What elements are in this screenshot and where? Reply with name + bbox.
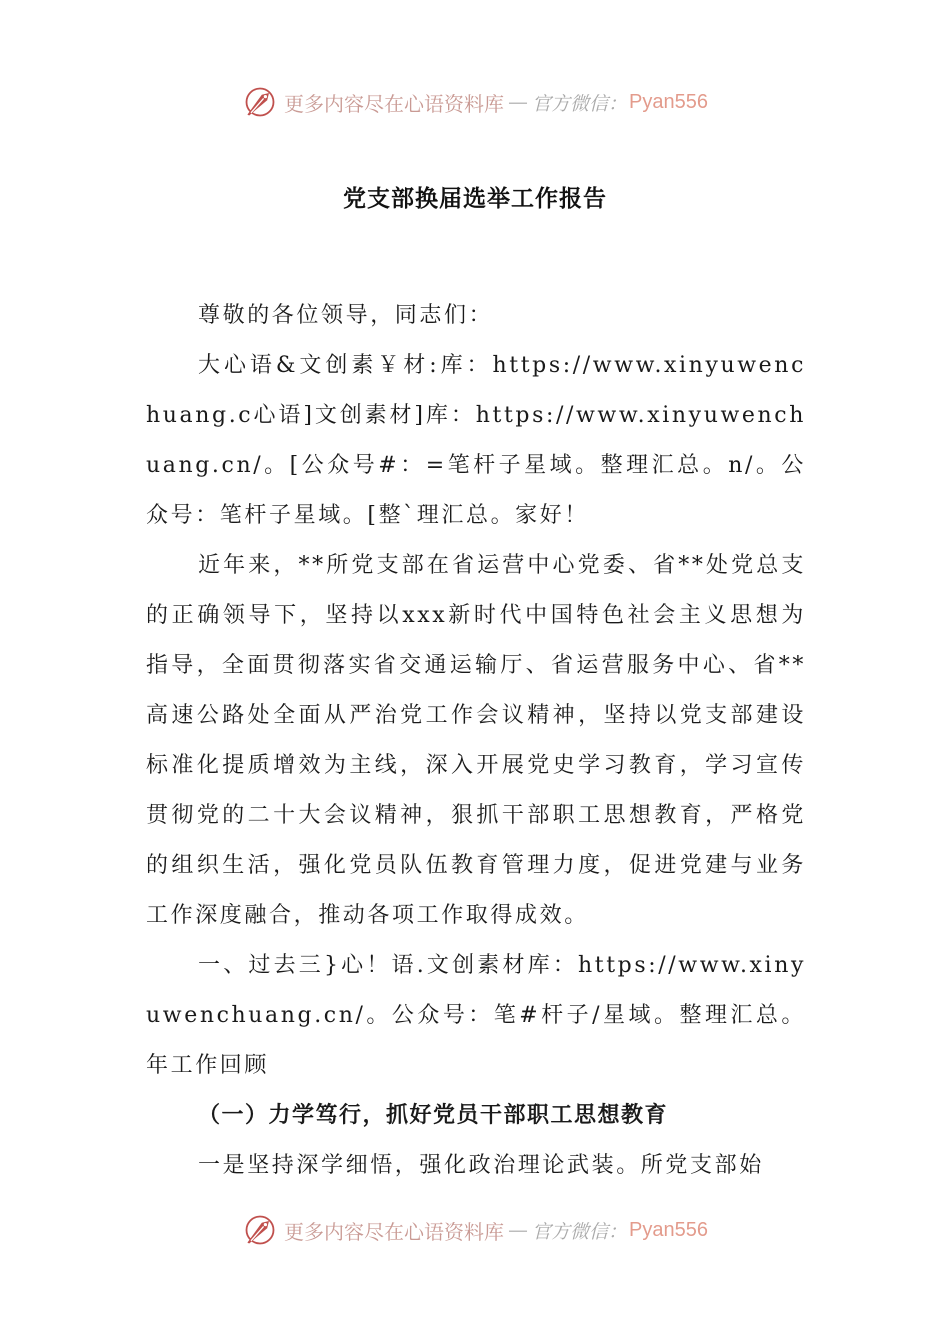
paragraph-intro: 近年来，**所党支部在省运营中心党委、省**处党总支的正确领导下，坚持以xxx新时代中国特色社会主义思想为指导，全面贯彻落实省交通运输厅、省运营服务中心、省**高速公路处全面从严治党工作会议精神，坚持以党支部建设标准化提质增效为主线，深入开展党史学习教育，学习宣传贯彻党的二十大会议精神，狠抓干部职工思想教育，严格党的组织生活，强化党员队伍教育管理力度，促进党建与业务工作深度融合，推动各项工作取得成效。: [146, 553, 806, 928]
banner-text: 更多内容尽在心语资料库: [284, 91, 504, 116]
banner-separator: —: [508, 90, 528, 114]
paragraph-point-1: 一是坚持深学细悟，强化政治理论武装。所党支部始: [198, 1153, 764, 1178]
paragraph-greeting: 大心语&文创素￥材:库：https://www.xinyuwenchuang.c心语]文创素材]库：https://www.xinyuwenchuang.cn/。[公众号#：=笔杆子星域。整理汇总。n/。公众号：笔杆子星域。[整`理汇总。家好！: [146, 353, 806, 528]
banner-text: 更多内容尽在心语资料库: [284, 1219, 504, 1244]
banner-wechat-label: 官方微信：: [532, 92, 628, 115]
header-watermark-banner: [0, 80, 950, 124]
banner-wechat-id: Pyan556: [629, 1218, 708, 1241]
banner-wechat-label: 官方微信：: [532, 1220, 628, 1243]
section-heading-review: 一、过去三}心！语.文创素材库：https://www.xinyuwenchuang.cn/。公众号：笔#杆子/星域。整理汇总。年工作回顾: [146, 953, 806, 1078]
banner-wechat-id: Pyan556: [629, 90, 708, 113]
document-body: [146, 291, 806, 1191]
salutation: 尊敬的各位领导，同志们：: [198, 303, 494, 328]
subsection-heading-1: （一）力学笃行，抓好党员干部职工思想教育: [198, 1103, 669, 1128]
pen-nib-logo-icon: [242, 84, 278, 120]
pen-nib-logo-icon: [242, 1212, 278, 1248]
footer-watermark-banner: [0, 1208, 950, 1252]
document-title: 党支部换届选举工作报告: [343, 186, 607, 212]
banner-separator: —: [508, 1218, 528, 1242]
